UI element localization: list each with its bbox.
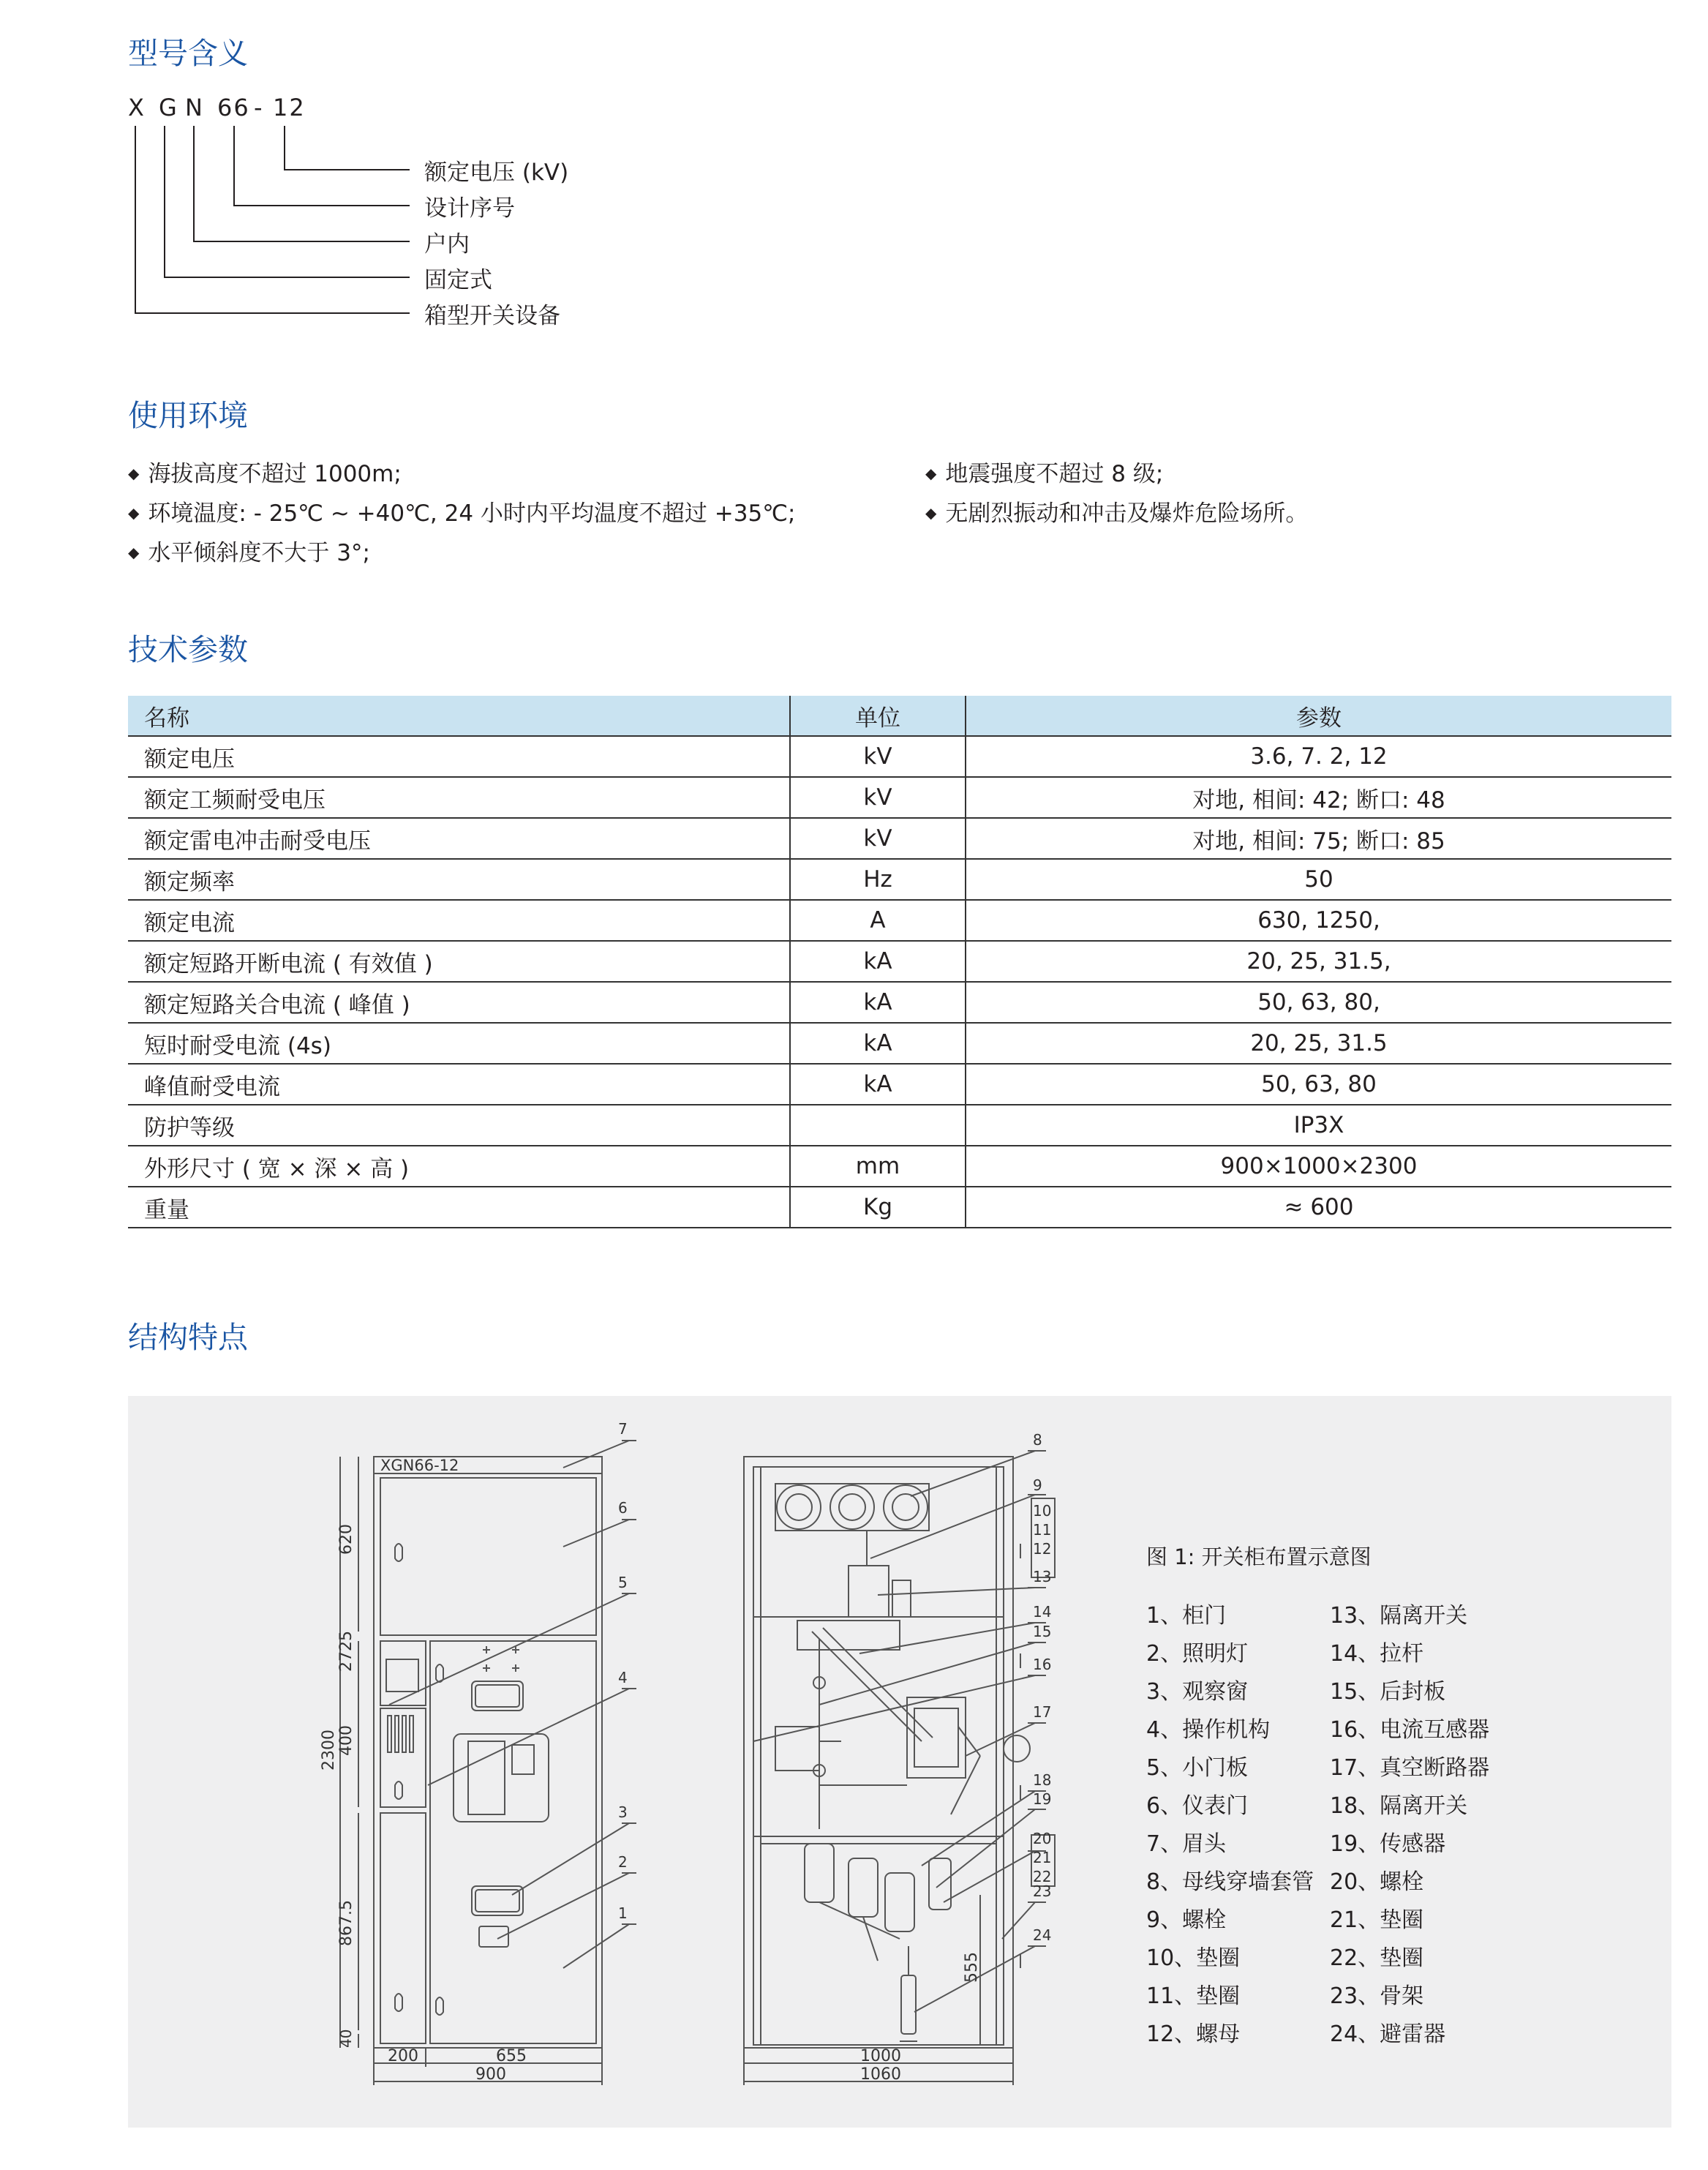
model-label-voltage: 额定电压 (kV) (424, 159, 569, 186)
col-header-param: 参数 (966, 696, 1671, 736)
cell-param: 50, 63, 80 (966, 1064, 1671, 1105)
env-item: ◆ 无剧烈振动和冲击及爆炸危险场所。 (925, 500, 1309, 527)
callout-7: 7 (618, 1420, 628, 1438)
callout-2: 2 (618, 1853, 628, 1871)
bushing-2 (830, 1485, 874, 1529)
cell-name: 额定电流 (128, 900, 790, 941)
cell-param: ≈ 600 (966, 1187, 1671, 1228)
model-number-12: 12 (273, 94, 306, 121)
cell-unit: kV (790, 736, 966, 777)
col-header-name: 名称 (128, 696, 790, 736)
legend-item: 2、照明灯 (1146, 1641, 1249, 1667)
callout-15: 15 (1033, 1623, 1052, 1640)
cell-unit: mm (790, 1146, 966, 1187)
dim-40: 40 (337, 2029, 355, 2048)
cell-unit: Kg (790, 1187, 966, 1228)
bullet-diamond-icon: ◆ (925, 465, 937, 482)
cell-name: 外形尺寸 ( 宽 × 深 × 高 ) (128, 1146, 790, 1187)
cell-unit: kA (790, 982, 966, 1023)
cell-name: 短时耐受电流 (4s) (128, 1023, 790, 1064)
legend-item: 24、避雷器 (1330, 2021, 1446, 2047)
dim-2300: 2300 (320, 1730, 338, 1771)
section-title-model: 型号含义 (128, 36, 248, 71)
bullet-diamond-icon: ◆ (128, 465, 140, 482)
legend-item: 3、观察窗 (1146, 1679, 1249, 1705)
callout-19: 19 (1033, 1790, 1052, 1808)
cell-param: 20, 25, 31.5 (966, 1023, 1671, 1064)
callout-6: 6 (618, 1499, 628, 1517)
dim-1060: 1060 (860, 2065, 901, 2084)
cell-name: 额定短路关合电流 ( 峰值 ) (128, 982, 790, 1023)
env-item: ◆ 地震强度不超过 8 级; (925, 461, 1164, 487)
instrument-door (380, 1478, 596, 1635)
callout-8: 8 (1033, 1431, 1042, 1449)
dim-555: 555 (963, 1952, 981, 1983)
legend-item: 19、传感器 (1330, 1831, 1446, 1857)
model-label-box: 箱型开关设备 (424, 303, 560, 329)
env-item: ◆ 环境温度: - 25℃ ~ +40℃, 24 小时内平均温度不超过 +35℃; (128, 500, 796, 527)
cell-name: 额定电压 (128, 736, 790, 777)
legend-item: 21、垫圈 (1330, 1907, 1424, 1933)
legend-item: 4、操作机构 (1146, 1717, 1271, 1743)
dim-8675: 867.5 (337, 1900, 355, 1946)
legend-item: 23、骨架 (1330, 1983, 1424, 2009)
cell-name: 防护等级 (128, 1105, 790, 1146)
cell-name: 额定短路开断电流 ( 有效值 ) (128, 941, 790, 982)
cell-unit: kA (790, 1023, 966, 1064)
dim-655: 655 (496, 2047, 527, 2065)
legend-item: 8、母线穿墙套管 (1146, 1869, 1314, 1895)
cell-name: 峰值耐受电流 (128, 1064, 790, 1105)
cell-param: 对地, 相间: 75; 断口: 85 (966, 818, 1671, 859)
callout-13: 13 (1033, 1568, 1052, 1585)
cell-unit: Hz (790, 859, 966, 900)
model-number-66: 66 (217, 94, 250, 121)
model-label-fixed: 固定式 (424, 267, 492, 293)
legend-item: 13、隔离开关 (1330, 1603, 1468, 1629)
cell-unit: kV (790, 777, 966, 818)
front-model-title: XGN66-12 (380, 1457, 459, 1474)
dim-620: 620 (337, 1524, 355, 1555)
legend-item: 1、柜门 (1146, 1603, 1227, 1629)
callout-3: 3 (618, 1803, 628, 1821)
cell-param: 对地, 相间: 42; 断口: 48 (966, 777, 1671, 818)
callout-12: 12 (1033, 1540, 1052, 1558)
cell-name: 重量 (128, 1187, 790, 1228)
bullet-diamond-icon: ◆ (925, 504, 937, 522)
callout-1: 1 (618, 1904, 628, 1922)
legend-item: 11、垫圈 (1146, 1983, 1241, 2009)
cell-param: 630, 1250, (966, 900, 1671, 941)
legend-item: 20、螺栓 (1330, 1869, 1424, 1895)
model-letter-x: X (128, 94, 146, 121)
callout-18: 18 (1033, 1771, 1052, 1789)
env-item: ◆ 水平倾斜度不大于 3°; (128, 540, 370, 566)
legend-item: 16、电流互感器 (1330, 1717, 1490, 1743)
figure-caption: 图 1: 开关柜布置示意图 (1146, 1544, 1372, 1569)
legend-item: 14、拉杆 (1330, 1641, 1424, 1667)
cell-param: 3.6, 7. 2, 12 (966, 736, 1671, 777)
cell-name: 额定雷电冲击耐受电压 (128, 818, 790, 859)
legend-item: 12、螺母 (1146, 2021, 1241, 2047)
callout-21: 21 (1033, 1849, 1052, 1866)
callout-17: 17 (1033, 1703, 1052, 1721)
cell-unit: A (790, 900, 966, 941)
dim-900: 900 (475, 2065, 506, 2084)
cell-param: 50, 63, 80, (966, 982, 1671, 1023)
callout-22: 22 (1033, 1868, 1052, 1885)
model-letter-g: G (159, 94, 178, 121)
callout-9: 9 (1033, 1476, 1042, 1494)
legend-item: 5、小门板 (1146, 1755, 1249, 1781)
cell-unit: kV (790, 818, 966, 859)
legend-item: 7、眉头 (1146, 1831, 1227, 1857)
env-item: ◆ 海拔高度不超过 1000m; (128, 461, 402, 487)
legend-item: 9、螺栓 (1146, 1907, 1227, 1933)
legend-item: 17、真空断路器 (1330, 1755, 1490, 1781)
cell-param: IP3X (966, 1105, 1671, 1146)
callout-23: 23 (1033, 1882, 1052, 1900)
cell-name: 额定工频耐受电压 (128, 777, 790, 818)
dim-200: 200 (388, 2047, 418, 2065)
callout-16: 16 (1033, 1656, 1052, 1673)
callout-11: 11 (1033, 1521, 1052, 1539)
cell-param: 900×1000×2300 (966, 1146, 1671, 1187)
section-title-structure: 结构特点 (128, 1320, 248, 1355)
cell-param: 50 (966, 859, 1671, 900)
model-dash: - (254, 94, 264, 121)
callout-14: 14 (1033, 1603, 1052, 1621)
section-title-tech: 技术参数 (128, 632, 248, 667)
model-label-indoor: 户内 (424, 231, 470, 258)
bushing-1 (777, 1485, 821, 1529)
legend-item: 15、后封板 (1330, 1679, 1446, 1705)
section-title-environment: 使用环境 (128, 398, 248, 433)
cell-name: 额定频率 (128, 859, 790, 900)
dim-400: 400 (337, 1725, 355, 1756)
legend-item: 18、隔离开关 (1330, 1793, 1468, 1819)
bullet-diamond-icon: ◆ (128, 504, 140, 522)
cell-unit: kA (790, 1064, 966, 1105)
model-letter-n: N (185, 94, 204, 121)
callout-4: 4 (618, 1669, 628, 1686)
model-label-design: 设计序号 (424, 195, 515, 222)
dim-2725: 2725 (337, 1631, 355, 1672)
legend-item: 10、垫圈 (1146, 1945, 1241, 1971)
col-header-unit: 单位 (790, 696, 966, 736)
callout-10: 10 (1033, 1502, 1052, 1520)
legend-item: 22、垫圈 (1330, 1945, 1424, 1971)
cell-unit: kA (790, 941, 966, 982)
cell-param: 20, 25, 31.5, (966, 941, 1671, 982)
callout-24: 24 (1033, 1926, 1052, 1944)
callout-5: 5 (618, 1574, 628, 1591)
surge-arrester (901, 1975, 916, 2034)
dim-1000: 1000 (860, 2047, 901, 2065)
callout-20: 20 (1033, 1830, 1052, 1847)
bullet-diamond-icon: ◆ (128, 544, 140, 561)
front-door (430, 1641, 596, 2043)
legend-item: 6、仪表门 (1146, 1793, 1249, 1819)
